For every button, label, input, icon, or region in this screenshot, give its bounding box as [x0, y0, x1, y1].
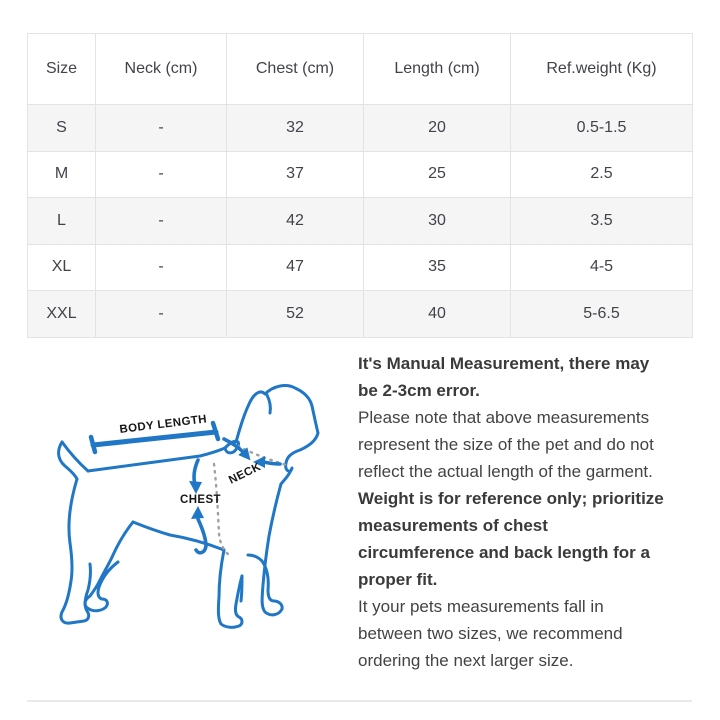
arrowhead-down — [189, 481, 202, 494]
note-line: measurements of chest — [358, 516, 548, 535]
note-line: reflect the actual length of the garment. — [358, 462, 653, 481]
table-cell: - — [96, 105, 227, 152]
section-divider — [27, 700, 692, 702]
chest-label: CHEST — [180, 494, 221, 506]
arrowhead-up — [191, 506, 204, 519]
table-cell: 47 — [227, 244, 364, 291]
table-cell: 0.5-1.5 — [511, 105, 693, 152]
note-line: It's Manual Measurement, there may — [358, 354, 650, 373]
table-cell: 37 — [227, 151, 364, 198]
size-chart-table — [27, 33, 693, 338]
table-cell: S — [28, 105, 96, 152]
table-cell: 25 — [364, 151, 511, 198]
table-cell: 35 — [364, 244, 511, 291]
note-line: Weight is for reference only; prioritize — [358, 489, 664, 508]
table-cell: 40 — [364, 291, 511, 338]
note-line: between two sizes, we recommend — [358, 624, 623, 643]
table-cell: - — [96, 291, 227, 338]
body-length-label: BODY LENGTH — [118, 413, 208, 436]
table-cell: 42 — [227, 198, 364, 245]
column-header-weight: Ref.weight (Kg) — [511, 34, 693, 105]
neck-arrow-right — [264, 462, 280, 464]
table-cell: 2.5 — [511, 151, 693, 198]
column-header-length: Length (cm) — [364, 34, 511, 105]
table-row-s — [28, 105, 693, 152]
measurement-notes — [358, 350, 708, 674]
table-row-l — [28, 198, 693, 245]
chest-arrow-lower — [196, 519, 206, 553]
table-cell: - — [96, 198, 227, 245]
table-cell: XL — [28, 244, 96, 291]
table-cell: XXL — [28, 291, 96, 338]
dog-measurement-diagram — [28, 372, 358, 672]
note-line: It your pets measurements fall in — [358, 597, 604, 616]
table-cell: 20 — [364, 105, 511, 152]
table-cell: - — [96, 151, 227, 198]
table-row-xl — [28, 244, 693, 291]
column-header-neck: Neck (cm) — [96, 34, 227, 105]
column-header-chest: Chest (cm) — [227, 34, 364, 105]
table-row-m — [28, 151, 693, 198]
note-line: Please note that above measurements — [358, 408, 650, 427]
table-row-xxl — [28, 291, 693, 338]
table-header-row — [28, 34, 693, 105]
chest-arrow-upper — [194, 460, 198, 485]
table-cell: 4-5 — [511, 244, 693, 291]
table-cell: 30 — [364, 198, 511, 245]
dog-outline-drawing — [28, 372, 358, 672]
table-cell: 3.5 — [511, 198, 693, 245]
note-line: represent the size of the pet and do not — [358, 435, 654, 454]
note-line: circumference and back length for a — [358, 543, 650, 562]
neck-label: NECK — [227, 460, 264, 487]
table-cell: - — [96, 244, 227, 291]
note-line: be 2-3cm error. — [358, 381, 480, 400]
table-cell: 5-6.5 — [511, 291, 693, 338]
table-cell: 52 — [227, 291, 364, 338]
table-cell: L — [28, 198, 96, 245]
table-cell: 32 — [227, 105, 364, 152]
note-line: proper fit. — [358, 570, 438, 589]
note-line: ordering the next larger size. — [358, 651, 574, 670]
column-header-size: Size — [28, 34, 96, 105]
table-cell: M — [28, 151, 96, 198]
